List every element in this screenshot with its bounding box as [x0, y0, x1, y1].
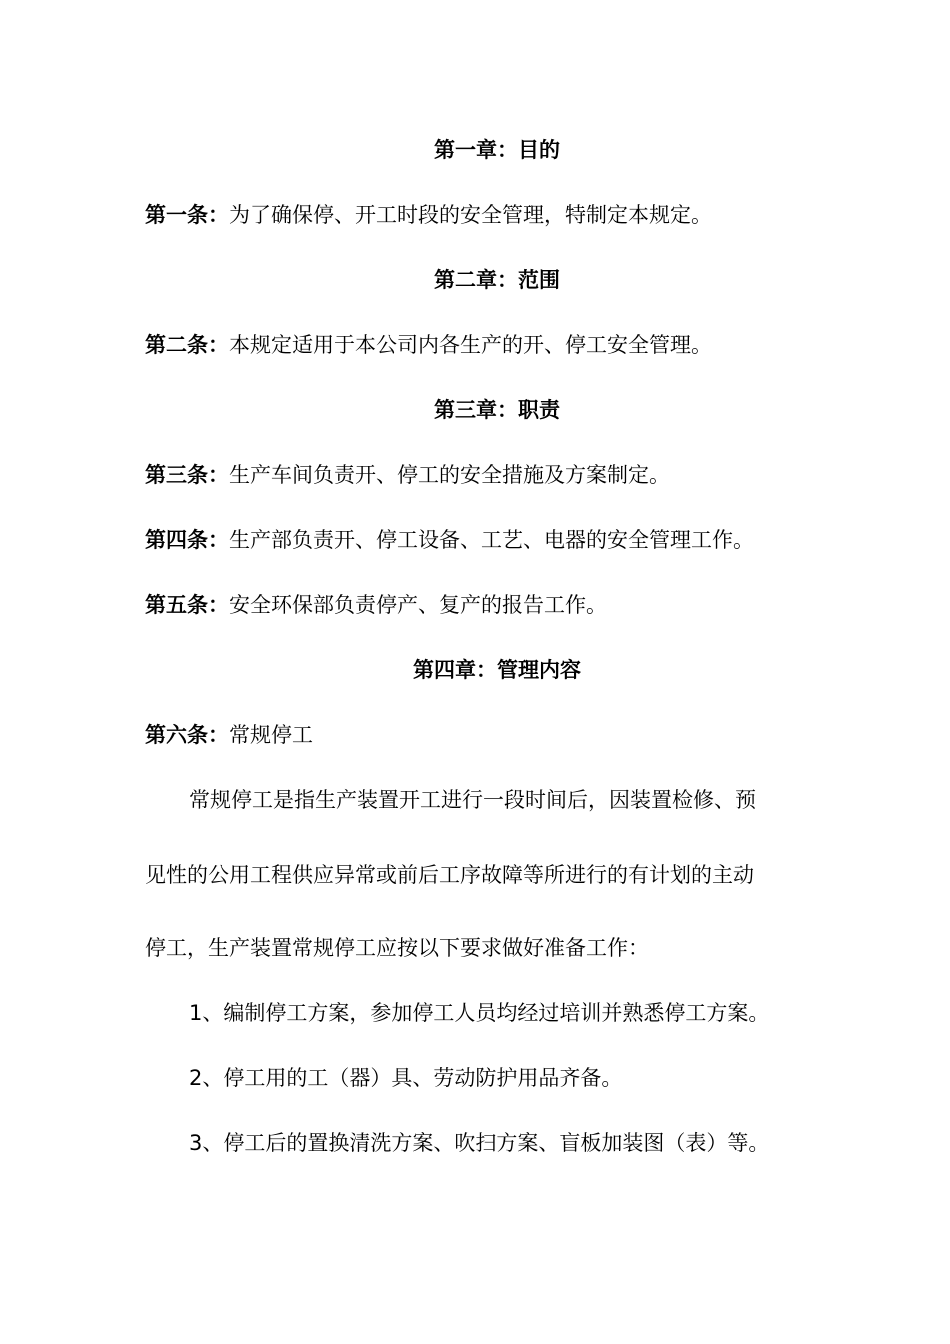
paragraph-line-2: 见性的公用工程供应异常或前后工序故障等所进行的有计划的主动	[145, 863, 754, 887]
article-4-text: 生产部负责开、停工设备、工艺、电器的安全管理工作。	[229, 528, 754, 552]
article-1	[145, 201, 712, 229]
article-5-text: 安全环保部负责停产、复产的报告工作。	[229, 593, 607, 617]
paragraph-line-3: 停工，生产装置常规停工应按以下要求做好准备工作：	[145, 936, 649, 960]
chapter-1-heading: 第一章：目的	[434, 138, 560, 162]
chapter-3-heading: 第三章：职责	[434, 398, 560, 422]
article-2-label: 第二条：	[145, 333, 229, 357]
article-1-text: 为了确保停、开工时段的安全管理，特制定本规定。	[229, 203, 712, 227]
article-3-text: 生产车间负责开、停工的安全措施及方案制定。	[229, 463, 670, 487]
paragraph-line-1: 常规停工是指生产装置开工进行一段时间后，因装置检修、预	[189, 788, 756, 812]
list-item-1: 1、编制停工方案，参加停工人员均经过培训并熟悉停工方案。	[189, 1001, 770, 1025]
article-3-label: 第三条：	[145, 463, 229, 487]
article-2	[145, 331, 712, 359]
article-4	[145, 526, 754, 554]
article-2-text: 本规定适用于本公司内各生产的开、停工安全管理。	[229, 333, 712, 357]
article-1-label: 第一条：	[145, 203, 229, 227]
chapter-4-heading: 第四章：管理内容	[413, 658, 581, 682]
article-6	[145, 721, 313, 749]
article-4-label: 第四条：	[145, 528, 229, 552]
article-3	[145, 461, 670, 489]
article-6-label: 第六条：	[145, 723, 229, 747]
article-5	[145, 591, 607, 619]
list-item-2: 2、停工用的工（器）具、劳动防护用品齐备。	[189, 1066, 623, 1090]
article-5-label: 第五条：	[145, 593, 229, 617]
list-item-3: 3、停工后的置换清洗方案、吹扫方案、盲板加装图（表）等。	[189, 1131, 770, 1155]
article-6-text: 常规停工	[229, 723, 313, 747]
chapter-2-heading: 第二章：范围	[434, 268, 560, 292]
